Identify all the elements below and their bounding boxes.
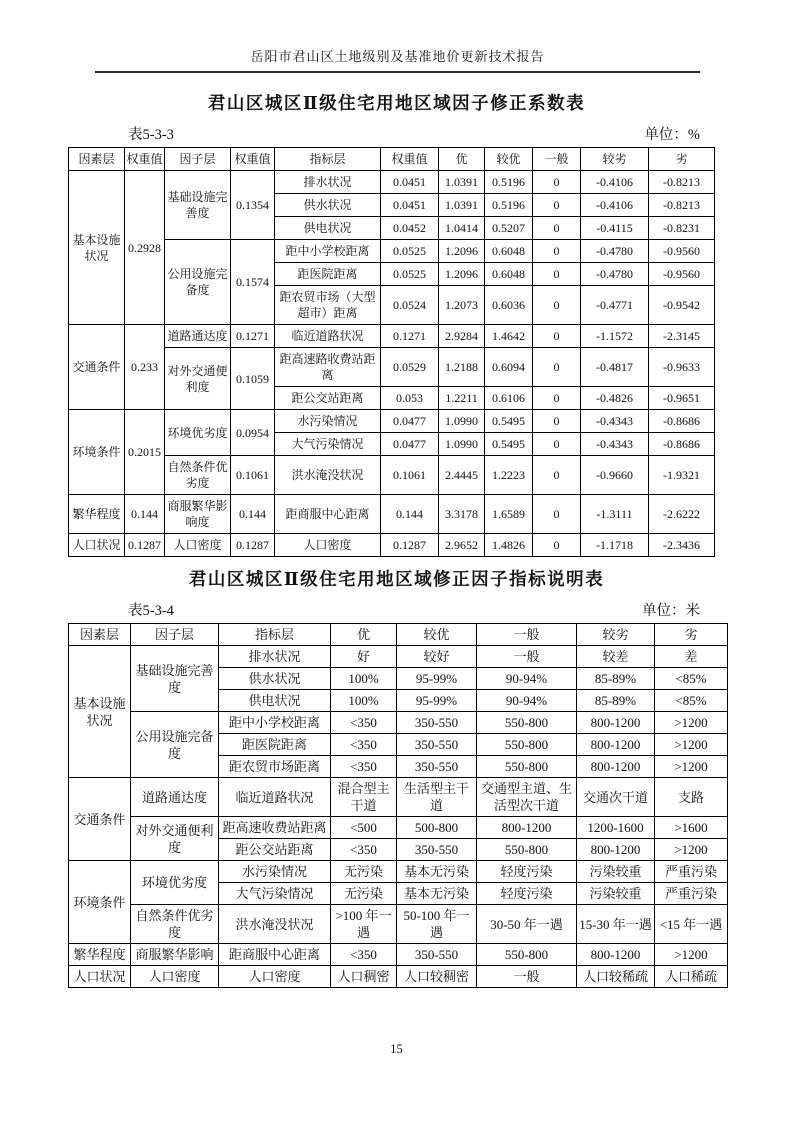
- table-header-cell: 一般: [477, 624, 577, 646]
- table-cell: 供水状况: [219, 668, 331, 690]
- table-cell: 85-89%: [577, 668, 655, 690]
- table-header-cell: 指标层: [219, 624, 331, 646]
- table2-unit-label: 单位：米: [642, 603, 700, 619]
- table-cell: 距中小学校距离: [275, 240, 381, 263]
- table-cell: 0: [533, 217, 581, 240]
- table-cell: 0: [533, 433, 581, 456]
- table-cell: 供水状况: [275, 194, 381, 217]
- table-cell: <15 年一遇: [655, 905, 728, 944]
- table-cell: 无污染: [331, 861, 397, 883]
- table-header-cell: 因子层: [165, 148, 231, 171]
- table-cell: -0.9651: [649, 387, 715, 410]
- table-cell: 人口密度: [131, 966, 219, 988]
- table-cell: 排水状况: [219, 646, 331, 668]
- table-cell: 人口密度: [275, 534, 381, 557]
- document-header-text: 岳阳市君山区土地级别及基准地价更新技术报告: [250, 49, 545, 64]
- table-cell: <350: [331, 839, 397, 861]
- table-cell: -0.8686: [649, 410, 715, 433]
- table-cell: 距中小学校距离: [219, 712, 331, 734]
- table-cell: 550-800: [477, 756, 577, 778]
- table1-unit-label: 单位：%: [644, 127, 700, 143]
- table-cell: 交通次干道: [577, 778, 655, 817]
- table-cell: 500-800: [397, 817, 477, 839]
- table-cell: -0.8231: [649, 217, 715, 240]
- table-cell: 0.0529: [381, 348, 439, 387]
- table-cell: 0.1061: [231, 456, 275, 495]
- table-cell: <85%: [655, 668, 728, 690]
- table-cell: 环境优劣度: [131, 861, 219, 905]
- table-cell: 临近道路状况: [219, 778, 331, 817]
- table-cell: 距农贸市场（大型超市）距离: [275, 286, 381, 325]
- table-cell: 距高速路收费站距离: [275, 348, 381, 387]
- table-row: [69, 646, 728, 668]
- table-cell: 道路通达度: [131, 778, 219, 817]
- table-cell: 100%: [331, 690, 397, 712]
- table-cell: 人口密度: [219, 966, 331, 988]
- table-cell: 人口状况: [69, 966, 131, 988]
- table-row: [69, 171, 715, 194]
- table-cell: 人口较稀疏: [577, 966, 655, 988]
- table-cell: 人口状况: [69, 534, 125, 557]
- page-number: 15: [390, 1042, 403, 1056]
- table-cell: 100%: [331, 668, 397, 690]
- table-cell: 大气污染情况: [275, 433, 381, 456]
- table-cell: 800-1200: [577, 944, 655, 966]
- table-cell: -0.9560: [649, 263, 715, 286]
- table1-label: 表5-3-3: [128, 127, 174, 143]
- table-header-cell: 劣: [655, 624, 728, 646]
- table-cell: 800-1200: [577, 756, 655, 778]
- table1-meta-row: [68, 123, 700, 144]
- table-cell: 混合型主干道: [331, 778, 397, 817]
- table-cell: 350-550: [397, 734, 477, 756]
- table-cell: 距商服中心距离: [219, 944, 331, 966]
- table-cell: 95-99%: [397, 668, 477, 690]
- table-cell: 800-1200: [577, 734, 655, 756]
- table-cell: -0.4343: [581, 410, 649, 433]
- table-cell: -0.4106: [581, 194, 649, 217]
- table-cell: 一般: [477, 966, 577, 988]
- table-cell: 距商服中心距离: [275, 495, 381, 534]
- table-cell: 1.2188: [439, 348, 485, 387]
- table-cell: 1.0990: [439, 410, 485, 433]
- table-cell: -0.9560: [649, 240, 715, 263]
- table-cell: 0.053: [381, 387, 439, 410]
- table-cell: <85%: [655, 690, 728, 712]
- table-cell: 0.2928: [125, 171, 165, 325]
- table-cell: 1.6589: [485, 495, 533, 534]
- table-cell: 0.0477: [381, 433, 439, 456]
- table-cell: 1.0414: [439, 217, 485, 240]
- table-header-cell: 因素层: [69, 624, 131, 646]
- table-cell: 环境条件: [69, 410, 125, 495]
- table-cell: 距高速收费站距离: [219, 817, 331, 839]
- table-cell: -0.4771: [581, 286, 649, 325]
- table-cell: 0.1059: [231, 348, 275, 410]
- table-cell: 350-550: [397, 756, 477, 778]
- table-cell: 1.0391: [439, 194, 485, 217]
- table-cell: 1.4826: [485, 534, 533, 557]
- table-cell: -0.9633: [649, 348, 715, 387]
- table-cell: <350: [331, 712, 397, 734]
- table-cell: 0.0524: [381, 286, 439, 325]
- table-cell: 0: [533, 456, 581, 495]
- table-header-cell: 劣: [649, 148, 715, 171]
- table-cell: <500: [331, 817, 397, 839]
- table-cell: 距医院距离: [219, 734, 331, 756]
- table-header-cell: 优: [331, 624, 397, 646]
- coefficient-table: [68, 147, 715, 557]
- table-cell: 1.2211: [439, 387, 485, 410]
- table-cell: 1.0391: [439, 171, 485, 194]
- table-cell: 道路通达度: [165, 325, 231, 348]
- document-header: [95, 46, 700, 73]
- table-cell: 商服繁华影响: [131, 944, 219, 966]
- table-cell: 人口稀疏: [655, 966, 728, 988]
- table-cell: -0.4343: [581, 433, 649, 456]
- table-row: [69, 534, 715, 557]
- table-cell: 人口较稠密: [397, 966, 477, 988]
- table-cell: 0: [533, 286, 581, 325]
- table-cell: 0.144: [231, 495, 275, 534]
- table-cell: 轻度污染: [477, 883, 577, 905]
- table-cell: 0.144: [125, 495, 165, 534]
- table-cell: >1600: [655, 817, 728, 839]
- table-row: [69, 966, 728, 988]
- table-cell: >1200: [655, 944, 728, 966]
- table-cell: 550-800: [477, 712, 577, 734]
- table-cell: 50-100 年一遇: [397, 905, 477, 944]
- table-cell: -0.4106: [581, 171, 649, 194]
- table-cell: 800-1200: [477, 817, 577, 839]
- table-cell: 350-550: [397, 712, 477, 734]
- table-cell: 1.2073: [439, 286, 485, 325]
- table-cell: 0.1287: [381, 534, 439, 557]
- table-cell: 800-1200: [577, 839, 655, 861]
- table-cell: 人口密度: [165, 534, 231, 557]
- table-cell: -2.3145: [649, 325, 715, 348]
- table-cell: -1.9321: [649, 456, 715, 495]
- table-cell: 30-50 年一遇: [477, 905, 577, 944]
- table-cell: 交通条件: [69, 325, 125, 410]
- table-cell: 对外交通便利度: [165, 348, 231, 410]
- table2-label: 表5-3-4: [128, 603, 174, 619]
- table-cell: 商服繁华影响度: [165, 495, 231, 534]
- table-cell: -0.4780: [581, 263, 649, 286]
- table-cell: -1.3111: [581, 495, 649, 534]
- table-cell: 0: [533, 171, 581, 194]
- table-cell: 1.4642: [485, 325, 533, 348]
- table-cell: 自然条件优劣度: [131, 905, 219, 944]
- table-cell: 0: [533, 534, 581, 557]
- table-cell: 距公交站距离: [219, 839, 331, 861]
- table-header-cell: 因子层: [131, 624, 219, 646]
- table-header-cell: 优: [439, 148, 485, 171]
- table-row: [69, 495, 715, 534]
- table-cell: 临近道路状况: [275, 325, 381, 348]
- table-cell: >1200: [655, 756, 728, 778]
- table-row: [69, 861, 728, 883]
- table-cell: 无污染: [331, 883, 397, 905]
- table-cell: <350: [331, 756, 397, 778]
- table-cell: >1200: [655, 839, 728, 861]
- table-row: [69, 348, 715, 387]
- table-header-cell: 因素层: [69, 148, 125, 171]
- table-cell: -0.9542: [649, 286, 715, 325]
- table-cell: 0.1271: [231, 325, 275, 348]
- table-cell: 0.0477: [381, 410, 439, 433]
- table-cell: 距医院距离: [275, 263, 381, 286]
- table-cell: 2.4445: [439, 456, 485, 495]
- table-cell: 0.6094: [485, 348, 533, 387]
- table-cell: 0.6036: [485, 286, 533, 325]
- table-cell: >1200: [655, 734, 728, 756]
- table-cell: 基本无污染: [397, 861, 477, 883]
- table-row: [69, 240, 715, 263]
- table-cell: 350-550: [397, 839, 477, 861]
- table-cell: <350: [331, 944, 397, 966]
- table-cell: 污染较重: [577, 861, 655, 883]
- table-cell: 0.1354: [231, 171, 275, 240]
- table-cell: 550-800: [477, 839, 577, 861]
- table-cell: 0.1574: [231, 240, 275, 325]
- table-cell: 550-800: [477, 734, 577, 756]
- table-cell: -0.9660: [581, 456, 649, 495]
- table-header-cell: 较劣: [577, 624, 655, 646]
- table-cell: 0.0954: [231, 410, 275, 456]
- table-cell: 较好: [397, 646, 477, 668]
- table-cell: 供电状况: [219, 690, 331, 712]
- table-cell: -0.8686: [649, 433, 715, 456]
- table-row: [69, 456, 715, 495]
- table-cell: 距公交站距离: [275, 387, 381, 410]
- table-cell: 15-30 年一遇: [577, 905, 655, 944]
- table-cell: 0: [533, 348, 581, 387]
- table-header-cell: 权重值: [381, 148, 439, 171]
- table-cell: 90-94%: [477, 668, 577, 690]
- table-row: [69, 944, 728, 966]
- table-header-cell: 较劣: [581, 148, 649, 171]
- table-cell: 对外交通便利度: [131, 817, 219, 861]
- table-cell: 严重污染: [655, 883, 728, 905]
- table-cell: 0.5196: [485, 171, 533, 194]
- table2-meta-row: [68, 599, 700, 620]
- table-cell: 1200-1600: [577, 817, 655, 839]
- table-cell: 0: [533, 240, 581, 263]
- table-cell: 0: [533, 387, 581, 410]
- table-cell: 交通型主道、生活型次干道: [477, 778, 577, 817]
- table-cell: 基本设施状况: [69, 646, 131, 778]
- table-cell: 2.9284: [439, 325, 485, 348]
- table-cell: 0.1061: [381, 456, 439, 495]
- table-cell: 0.233: [125, 325, 165, 410]
- table-header-row: [69, 148, 715, 171]
- table-cell: 0.5207: [485, 217, 533, 240]
- table-cell: 较差: [577, 646, 655, 668]
- table-cell: 人口稠密: [331, 966, 397, 988]
- table-cell: 供电状况: [275, 217, 381, 240]
- table-cell: 0.5495: [485, 433, 533, 456]
- table-cell: 550-800: [477, 944, 577, 966]
- table-cell: 自然条件优劣度: [165, 456, 231, 495]
- table-cell: 2.9652: [439, 534, 485, 557]
- table-header-cell: 较优: [397, 624, 477, 646]
- table-cell: 95-99%: [397, 690, 477, 712]
- table-cell: <350: [331, 734, 397, 756]
- table-header-row: [69, 624, 728, 646]
- table-cell: 0.5196: [485, 194, 533, 217]
- table-cell: 0.0452: [381, 217, 439, 240]
- table-cell: -0.8213: [649, 194, 715, 217]
- table-cell: 0: [533, 410, 581, 433]
- table-cell: 大气污染情况: [219, 883, 331, 905]
- table-cell: 0.1271: [381, 325, 439, 348]
- table-cell: 1.2223: [485, 456, 533, 495]
- table-cell: 0.5495: [485, 410, 533, 433]
- table-cell: 350-550: [397, 944, 477, 966]
- table-cell: 洪水淹没状况: [275, 456, 381, 495]
- table-cell: 公用设施完备度: [165, 240, 231, 325]
- table-cell: 0.0451: [381, 194, 439, 217]
- table-cell: 0.0451: [381, 171, 439, 194]
- description-table: [68, 623, 728, 988]
- table-cell: 85-89%: [577, 690, 655, 712]
- table-cell: -0.4115: [581, 217, 649, 240]
- table-cell: 一般: [477, 646, 577, 668]
- table-cell: 0: [533, 194, 581, 217]
- table-cell: 0: [533, 263, 581, 286]
- table-cell: -1.1572: [581, 325, 649, 348]
- table-cell: 支路: [655, 778, 728, 817]
- table-cell: 800-1200: [577, 712, 655, 734]
- table-cell: 繁华程度: [69, 495, 125, 534]
- table-cell: 环境条件: [69, 861, 131, 944]
- table-cell: 洪水淹没状况: [219, 905, 331, 944]
- table-cell: 距农贸市场距离: [219, 756, 331, 778]
- table-cell: 环境优劣度: [165, 410, 231, 456]
- table-cell: 基本无污染: [397, 883, 477, 905]
- table-cell: 3.3178: [439, 495, 485, 534]
- table-cell: >1200: [655, 712, 728, 734]
- table-header-cell: 权重值: [125, 148, 165, 171]
- table-cell: 0.6106: [485, 387, 533, 410]
- table-cell: -0.8213: [649, 171, 715, 194]
- table-cell: 0.0525: [381, 263, 439, 286]
- table1-title: 君山区城区Ⅱ级住宅用地区域因子修正系数表: [207, 93, 586, 113]
- table-cell: 交通条件: [69, 778, 131, 861]
- table-cell: 0.2015: [125, 410, 165, 495]
- table-cell: 0: [533, 495, 581, 534]
- table-cell: 轻度污染: [477, 861, 577, 883]
- table-header-cell: 一般: [533, 148, 581, 171]
- table2-title: 君山区城区Ⅱ级住宅用地区域修正因子指标说明表: [188, 569, 605, 589]
- table-cell: 水污染情况: [219, 861, 331, 883]
- table-cell: 0.1287: [231, 534, 275, 557]
- table-cell: 差: [655, 646, 728, 668]
- table-cell: 0.6048: [485, 240, 533, 263]
- table-cell: 0.144: [381, 495, 439, 534]
- table-header-cell: 指标层: [275, 148, 381, 171]
- table-cell: 污染较重: [577, 883, 655, 905]
- table-cell: 繁华程度: [69, 944, 131, 966]
- table-row: [69, 905, 728, 944]
- table-cell: -0.4780: [581, 240, 649, 263]
- table-row: [69, 410, 715, 433]
- table-header-cell: 较优: [485, 148, 533, 171]
- table-cell: 0.0525: [381, 240, 439, 263]
- table-cell: -0.4817: [581, 348, 649, 387]
- table-cell: 0.6048: [485, 263, 533, 286]
- table-cell: >100 年一遇: [331, 905, 397, 944]
- table-cell: 90-94%: [477, 690, 577, 712]
- table-cell: 严重污染: [655, 861, 728, 883]
- table-row: [69, 817, 728, 839]
- table-cell: 0.1287: [125, 534, 165, 557]
- table-cell: 排水状况: [275, 171, 381, 194]
- table-cell: -2.6222: [649, 495, 715, 534]
- table-cell: 基础设施完善度: [131, 646, 219, 712]
- table-cell: 公用设施完备度: [131, 712, 219, 778]
- table-cell: -1.1718: [581, 534, 649, 557]
- table-row: [69, 778, 728, 817]
- table-header-cell: 权重值: [231, 148, 275, 171]
- table-row: [69, 712, 728, 734]
- table-cell: 1.0990: [439, 433, 485, 456]
- table-cell: 好: [331, 646, 397, 668]
- table-cell: 1.2096: [439, 240, 485, 263]
- table-cell: 基本设施状况: [69, 171, 125, 325]
- table-row: [69, 325, 715, 348]
- table-cell: 0: [533, 325, 581, 348]
- table-cell: 1.2096: [439, 263, 485, 286]
- table-cell: 基础设施完善度: [165, 171, 231, 240]
- table-cell: 生活型主干道: [397, 778, 477, 817]
- table-cell: 水污染情况: [275, 410, 381, 433]
- table-cell: -2.3436: [649, 534, 715, 557]
- table-cell: -0.4826: [581, 387, 649, 410]
